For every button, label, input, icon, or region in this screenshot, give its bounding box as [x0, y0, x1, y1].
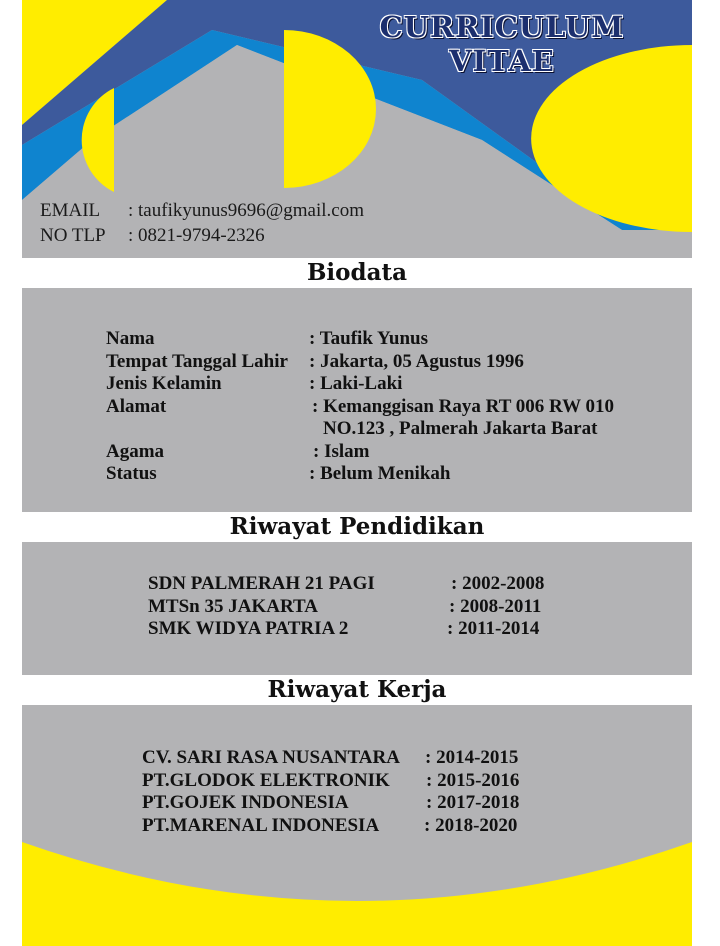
biodata-key: Agama [106, 440, 165, 462]
pendidikan-row [148, 596, 544, 619]
biodata-row [106, 328, 614, 351]
kerja-row [142, 792, 519, 815]
contact-row-phone [40, 223, 364, 248]
company-years: : 2015-2016 [426, 769, 520, 791]
biodata-heading-band [22, 258, 692, 288]
pendidikan-heading: Riwayat Pendidikan [229, 513, 485, 540]
biodata-value: : Laki-Laki [309, 373, 403, 394]
kerja-row [142, 815, 519, 838]
title-line-2: VITAE [449, 44, 555, 78]
email-value: : taufikyunus9696@gmail.com [128, 200, 364, 221]
biodata-row [106, 351, 614, 374]
kerja-heading: Riwayat Kerja [267, 676, 447, 703]
pendidikan-heading-band [22, 512, 692, 542]
biodata-value: : Belum Menikah [309, 463, 451, 484]
biodata-value: : Jakarta, 05 Agustus 1996 [309, 350, 524, 372]
biodata-key: Jenis Kelamin [106, 373, 222, 394]
biodata-row [106, 441, 614, 464]
school-name: MTSn 35 JAKARTA [148, 595, 318, 617]
company-name: PT.GOJEK INDONESIA [142, 792, 349, 813]
kerja-row [142, 770, 519, 793]
kerja-list [142, 747, 519, 837]
biodata-row [106, 396, 614, 419]
school-years: : 2002-2008 [451, 573, 545, 594]
school-name: SDN PALMERAH 21 PAGI [148, 573, 375, 594]
school-name: SMK WIDYA PATRIA 2 [148, 618, 349, 639]
biodata-row [106, 418, 614, 441]
company-name: PT.MARENAL INDONESIA [142, 814, 380, 836]
biodata-key: Status [106, 463, 157, 484]
kerja-heading-band [22, 675, 692, 705]
contact-info [40, 198, 364, 248]
school-years: : 2008-2011 [449, 595, 542, 617]
biodata-list [106, 328, 614, 486]
biodata-key: Alamat [106, 395, 167, 417]
page-title [352, 10, 652, 78]
company-name: CV. SARI RASA NUSANTARA [142, 747, 400, 768]
biodata-value: : Islam [313, 440, 370, 462]
biodata-value: : Kemanggisan Raya RT 006 RW 010 [312, 395, 614, 417]
company-years: : 2014-2015 [425, 747, 519, 768]
company-name: PT.GLODOK ELEKTRONIK [142, 769, 390, 791]
biodata-value-continued: NO.123 , Palmerah Jakarta Barat [323, 418, 598, 439]
pendidikan-list [148, 573, 544, 641]
phone-label: NO TLP [40, 225, 106, 246]
company-years: : 2017-2018 [426, 792, 520, 813]
email-label: EMAIL [40, 200, 101, 221]
phone-value: : 0821-9794-2326 [128, 225, 265, 246]
biodata-row [106, 463, 614, 486]
pendidikan-row [148, 618, 544, 641]
title-line-1: CURRICULUM [379, 10, 625, 44]
biodata-row [106, 373, 614, 396]
contact-row-email [40, 198, 364, 223]
biodata-heading: Biodata [306, 259, 408, 286]
school-years: : 2011-2014 [447, 618, 540, 639]
biodata-key: Tempat Tanggal Lahir [106, 350, 288, 372]
biodata-key: Nama [106, 328, 155, 349]
biodata-value: : Taufik Yunus [309, 328, 429, 349]
company-years: : 2018-2020 [424, 814, 518, 836]
cv-page [22, 0, 692, 946]
pendidikan-row [148, 573, 544, 596]
kerja-row [142, 747, 519, 770]
